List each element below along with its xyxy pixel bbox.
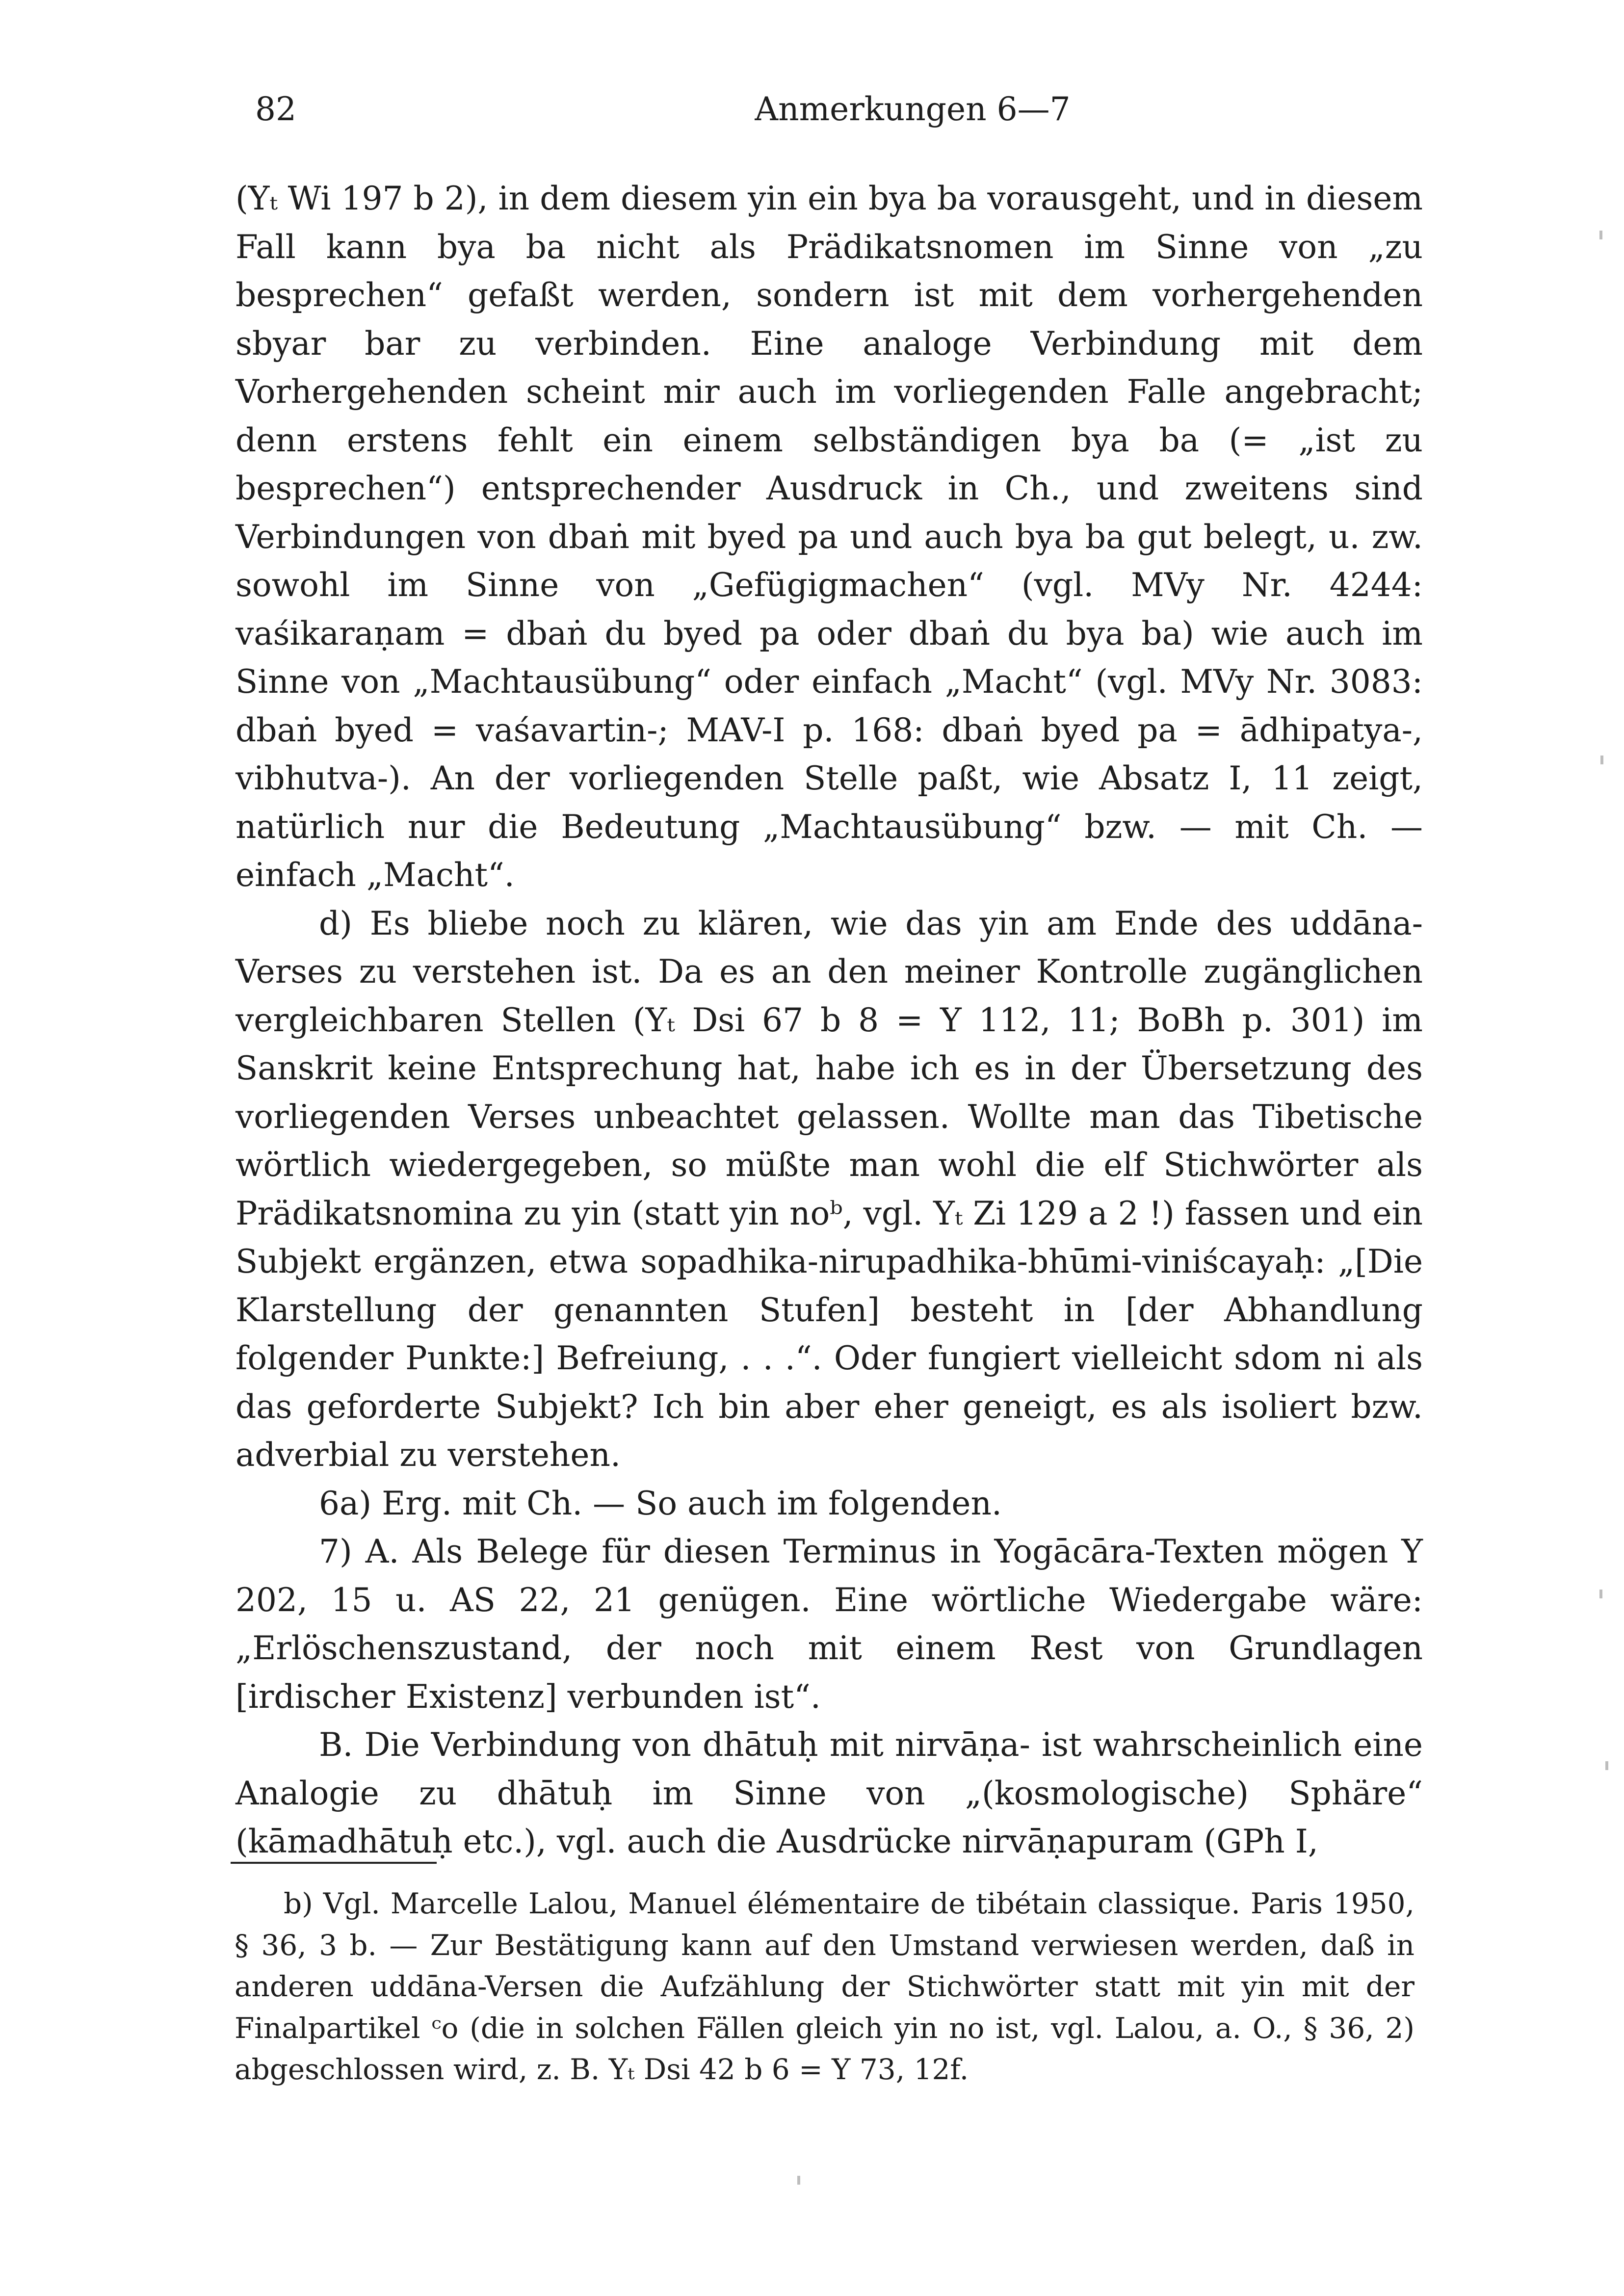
paragraph-note-7a: 7) A. Als Belege für diesen Terminus in Yogācāra-Texten mögen Y 202, 15 u. AS 22, 21 genügen. Eine wörtliche Wiedergabe wäre: „Erlöschenszustand, der noch mit einem Rest von Grundlagen [irdischer Existenz] verbunden ist“. xyxy=(236,1533,1423,1716)
page-number: 82 xyxy=(255,90,296,128)
paragraph-continuation: (Yₜ Wi 197 b 2), in dem diesem yin ein bya ba vorausgeht, und in diesem Fall kann bya ba nicht als Prädikatsnomen im Sinne von „zu besprechen“ gefaßt werden, sondern ist mit dem vorhergehenden sbyar bar zu verbinden. Eine analoge Verbindung mit dem Vorhergehenden scheint mir auch im vorliegenden Falle angebracht; denn erstens fehlt ein einem selbständigen bya ba (= „ist zu besprechen“) entsprechender Ausdruck in Ch., und zweitens sind Verbindungen von dbaṅ mit byed pa und auch bya ba gut belegt, u. zw. sowohl im Sinne von „Gefügigmachen“ (vgl. MVy Nr. 4244: vaśikaraṇam = dbaṅ du byed pa oder dbaṅ du bya ba) wie auch im Sinne von „Machtausübung“ oder einfach „Macht“ (vgl. MVy Nr. 3083: dbaṅ byed = vaśavartin-; MAV-I p. 168: dbaṅ byed pa = ādhipatya-, vibhutva-). An der vorliegenden Stelle paßt, wie Absatz I, 11 zeigt, natürlich nur die Bedeutung „Machtausübung“ bzw. — mit Ch. — einfach „Macht“. xyxy=(236,180,1423,894)
footnote-rule xyxy=(231,1862,437,1864)
page-header xyxy=(255,82,1423,136)
running-head: Anmerkungen 6—7 xyxy=(755,90,1071,128)
main-text xyxy=(236,175,1423,1866)
paragraph-note-d: d) Es bliebe noch zu klären, wie das yin am Ende des uddāna-Verses zu verstehen ist. Da es an den meiner Kontrolle zugänglichen vergleichbaren Stellen (Yₜ Dsi 67 b 8 = Y 112, 11; BoBh p. 301) im Sanskrit keine Entsprechung hat, habe ich es in der Übersetzung des vorliegenden Verses unbeachtet gelassen. Wollte man das Tibetische wörtlich wiedergegeben, so müßte man wohl die elf Stichwörter als Prädikatsnomina zu yin (statt yin noᵇ, vgl. Yₜ Zi 129 a 2 !) fassen und ein Subjekt ergänzen, etwa sopadhika-nirupadhika-bhūmi-viniścayaḥ: „[Die Klarstellung der genannten Stufen] besteht in [der Abhandlung folgender Punkte:] Befreiung, . . .“. Oder fungiert vielleicht sdom ni als das geforderte Subjekt? Ich bin aber eher geneigt, es als isoliert bzw. adverbial zu verstehen. xyxy=(236,904,1423,1474)
footnote xyxy=(235,1883,1414,2090)
paragraph-note-7b: B. Die Verbindung von dhātuḥ mit nirvāṇa- ist wahrscheinlich eine Analogie zu dhātuḥ im Sinne von „(kosmologische) Sphäre“ (kāmadhātuḥ etc.), vgl. auch die Ausdrücke nirvāṇapuram (GPh I, xyxy=(236,1726,1423,1860)
paragraph-note-6a: 6a) Erg. mit Ch. — So auch im folgenden. xyxy=(319,1484,1002,1522)
footnote-b: b) Vgl. Marcelle Lalou, Manuel élémentaire de tibétain classique. Paris 1950, § 36, 3 b. — Zur Bestätigung kann auf den Umstand verwiesen werden, daß in anderen uddāna-Versen die Aufzählung der Stichwörter statt mit yin mit der Finalpartikel ᶜo (die in solchen Fällen gleich yin no ist, vgl. Lalou, a. O., § 36, 2) abgeschlossen wird, z. B. Yₜ Dsi 42 b 6 = Y 73, 12f. xyxy=(235,1887,1414,2086)
